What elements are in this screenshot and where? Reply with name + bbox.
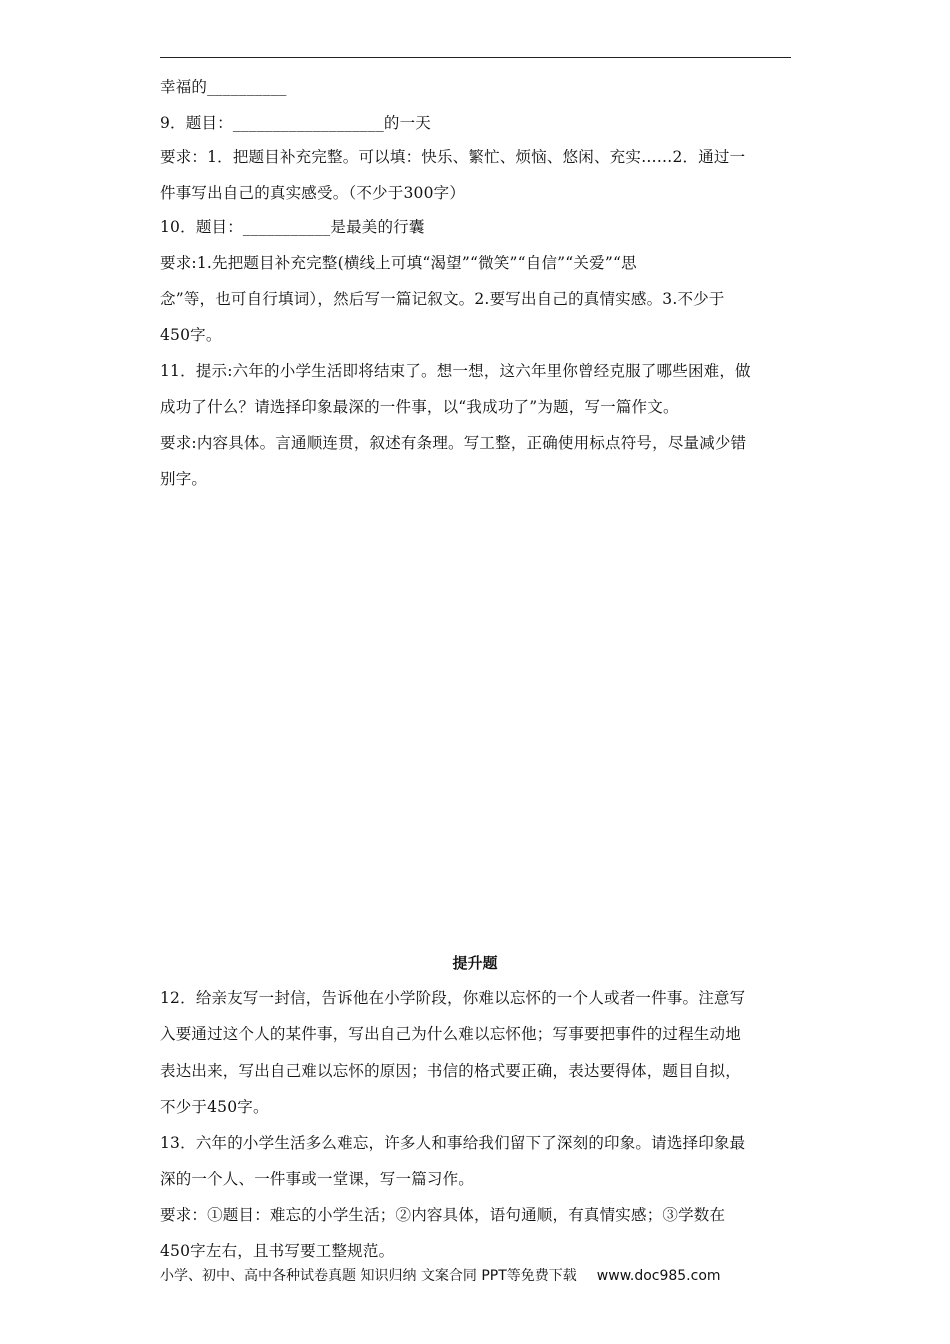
question-10-requirement-line-3: 450字。 <box>160 326 222 344</box>
question-13-requirement-line-2: 450字左右，且书写要工整规范。 <box>160 1242 395 1260</box>
footer <box>160 1266 721 1286</box>
answer-line-happy: 幸福的__________ <box>160 78 287 96</box>
question-9-requirement-line-1: 要求：1．把题目补充完整。可以填：快乐、繁忙、烦恼、悠闲、充实……2．通过一 <box>160 148 746 166</box>
question-13-requirement-line-1: 要求：①题目：难忘的小学生活；②内容具体，语句通顺，有真情实感；③学数在 <box>160 1206 726 1224</box>
question-10-requirement-line-1: 要求:1.先把题目补充完整(横线上可填“渴望”“微笑”“自信”“关爱”“思 <box>160 254 637 272</box>
footer-url-link[interactable]: www.doc985.com <box>596 1268 721 1284</box>
question-11-prompt-line-2: 成功了什么？请选择印象最深的一件事，以“我成功了”为题，写一篇作文。 <box>160 398 679 416</box>
question-12-line-3: 表达出来，写出自己难以忘怀的原因；书信的格式要正确，表达要得体，题目自拟， <box>160 1062 741 1080</box>
footer-text: 小学、初中、高中各种试卷真题 知识归纳 文案合同 PPT等免费下载 <box>160 1268 577 1284</box>
question-9-title: 9．题目：___________________的一天 <box>160 114 432 132</box>
section-heading: 提升题 <box>452 954 498 972</box>
question-12-line-1: 12．给亲友写一封信，告诉他在小学阶段，你难以忘怀的一个人或者一件事。注意写 <box>160 989 746 1007</box>
question-12-line-2: 入要通过这个人的某件事，写出自己为什么难以忘怀他；写事要把事件的过程生动地 <box>160 1025 741 1043</box>
question-9-requirement-line-2: 件事写出自己的真实感受。（不少于300字） <box>160 184 466 202</box>
question-11-requirement-line-2: 别字。 <box>160 470 208 488</box>
question-12-line-4: 不少于450字。 <box>160 1098 269 1116</box>
question-11-requirement-line-1: 要求:内容具体。言通顺连贯，叙述有条理。写工整，正确使用标点符号，尽量减少错 <box>160 434 747 452</box>
question-10-requirement-line-2: 念”等，也可自行填词），然后写一篇记叙文。2.要写出自己的真情实感。3.不少于 <box>160 290 725 308</box>
question-11-prompt-line-1: 11．提示:六年的小学生活即将结束了。想一想，这六年里你曾经克服了哪些困难，做 <box>160 362 751 380</box>
question-10-title: 10．题目：___________是最美的行囊 <box>160 218 425 236</box>
question-13-line-2: 深的一个人、一件事或一堂课，写一篇习作。 <box>160 1170 475 1188</box>
question-13-line-1: 13．六年的小学生活多么难忘，许多人和事给我们留下了深刻的印象。请选择印象最 <box>160 1134 746 1152</box>
header-rule <box>160 57 791 58</box>
